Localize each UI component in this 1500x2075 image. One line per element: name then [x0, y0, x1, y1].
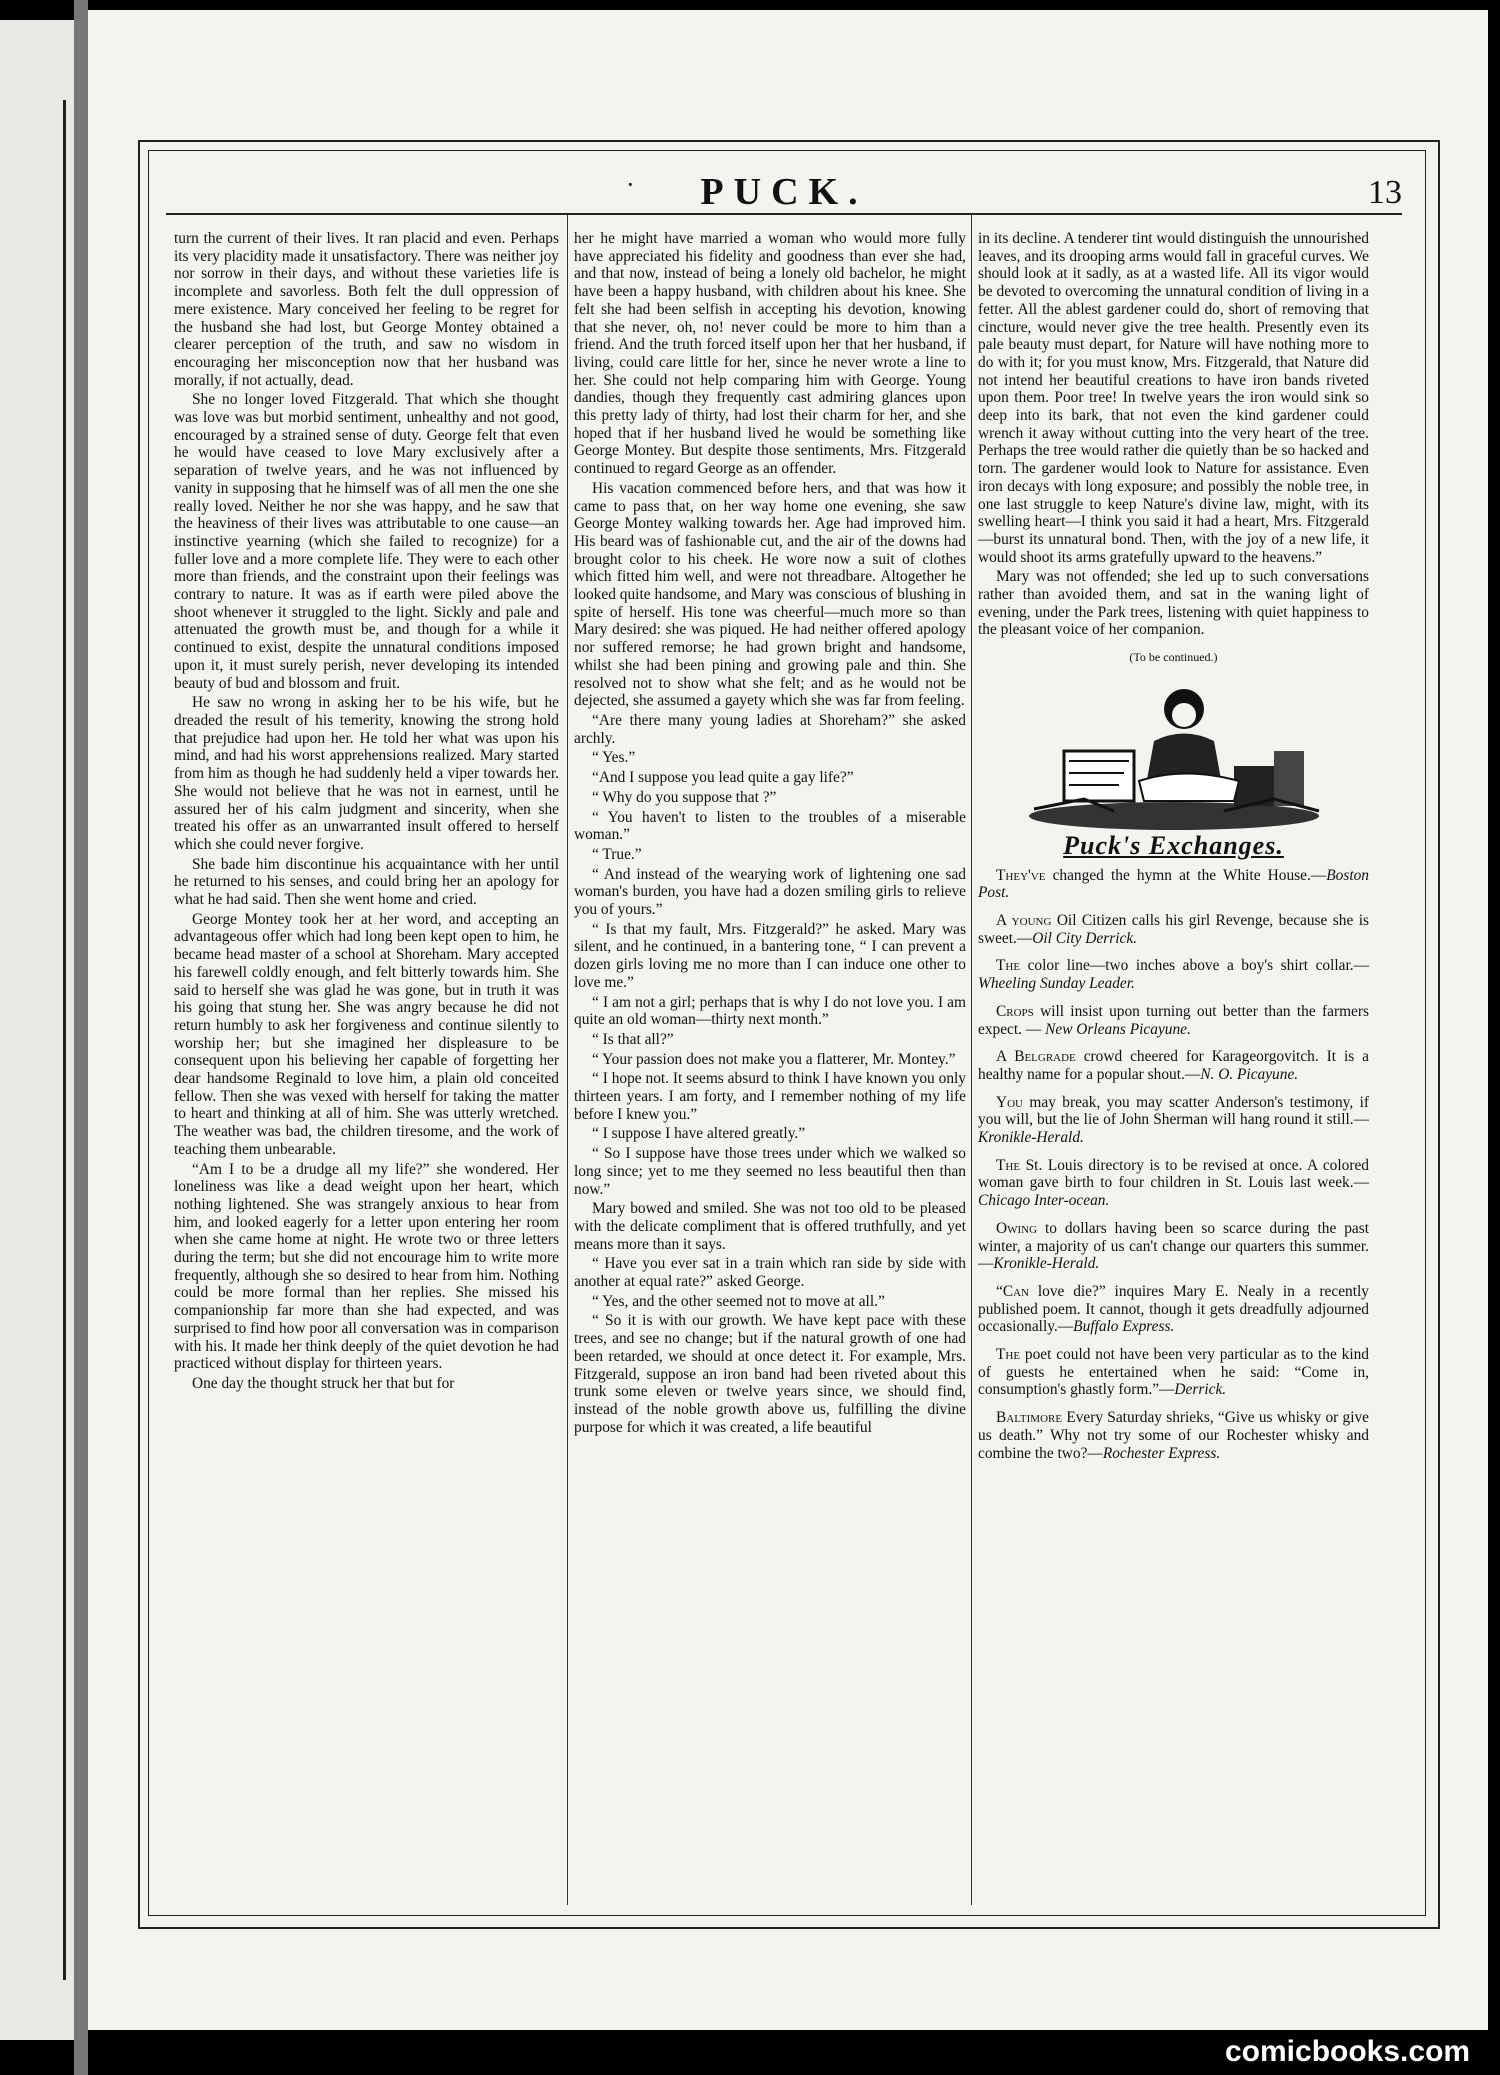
exchange-source: New Orleans Picayune. — [1045, 1020, 1191, 1038]
masthead: · PUCK. 13 — [166, 170, 1402, 208]
exchange-text: poet could not have been very particular as to the kind of guests he entertained when he said: “Come in, consumption's ghastly form.”— — [978, 1346, 1369, 1399]
exchange-text: may break, you may scatter Anderson's testimony, if you will, but the lie of John Sherman will hang round it still.— — [978, 1093, 1369, 1129]
exchange-source: Rochester Express. — [1102, 1444, 1221, 1462]
exchange-text: will insist upon turning out better than the farmers expect. — — [978, 1002, 1369, 1038]
exchanges-illustration — [1024, 681, 1324, 831]
paragraph: “ Yes.” — [592, 749, 636, 767]
exchange-lead: Baltimore — [996, 1409, 1063, 1427]
paragraph: One day the thought struck her that but for — [192, 1375, 455, 1392]
paragraph: “ I hope not. It seems absurd to think I have known you only thirteen years. I am forty, and I remember nothing of my life before I knew you.” — [574, 1070, 966, 1123]
exchange-item — [978, 1157, 1369, 1210]
exchange-item — [978, 1283, 1369, 1336]
paragraph: “ So I suppose have those trees under which we walked so long since; yet to me they seemed no less beautiful then than now.” — [574, 1145, 966, 1198]
exchanges-list — [978, 867, 1369, 1463]
paragraph: “Are there many young ladies at Shoreham?” she asked archly. — [574, 711, 966, 747]
exchange-text: St. Louis directory is to be revised at once. A colored woman gave birth to four children in St. Louis last week.— — [978, 1156, 1369, 1192]
story-continuation — [978, 230, 1369, 639]
exchange-lead: A Belgrade — [996, 1048, 1076, 1066]
exchanges-heading: Puck's Exchanges. — [1063, 830, 1284, 860]
book-gutter — [74, 0, 88, 2075]
masthead-rule — [166, 213, 1402, 215]
exchange-source: Kronikle-Herald. — [993, 1255, 1100, 1273]
column-divider — [567, 215, 568, 1905]
exchange-text: color line—two inches above a boy's shirt collar.— — [1020, 957, 1369, 975]
exchange-text: changed the hymn at the White House.— — [1045, 866, 1327, 884]
exchange-item — [978, 1048, 1369, 1083]
paragraph: in its decline. A tenderer tint would distinguish the unnourished leaves, and its drooping arms would fall in graceful curves. We should look at it sadly, as at a wasted life. All its vigor would be devoted to overcoming the unnatural condition of living in a fetter. All the ablest gardener could do, short of removing that cincture, would never give the tree health. Presently even its pale beauty must depart, for Nature will have nothing more to do with it; for you must know, Mrs. Fitzgerald, that Nature did not intend her beautiful creations to have iron bands riveted upon them. Poor tree! In twelve years the iron would sink so deep into its bark, that not even the kind gardener could wrench it away without cutting into the very heart of the tree. Perhaps the tree would rather die quietly than be so hacked and torn. The gardener would look to Nature for assistance. Even iron decays with long exposure; and possibly the noble tree, in one last struggle to keep Nature's divine law, might, with its swelling heart—I think you said it had a heart, Mrs. Fitzgerald—burst its unnatural bond. Then, with the joy of a new life, it would shoot its arms gratefully upward to the heavens.” — [978, 230, 1369, 566]
exchange-lead: The — [996, 1156, 1021, 1174]
exchange-text: to dollars having been so scarce during the past winter, a majority of us can't change our quarters this summer.— — [978, 1219, 1369, 1273]
paragraph: “ Is that all?” — [592, 1030, 674, 1048]
paragraph: “ Is that my fault, Mrs. Fitzgerald?” he asked. Mary was silent, and he continued, in a bantering tone, “ I can prevent a dozen girls loving me no more than I can induce one other to love me.” — [574, 920, 966, 991]
paragraph: her he might have married a woman who would more fully have appreciated his fidelity and goodness than ever she had, and that now, instead of being a lonely old bachelor, he might have been a happy husband, with children about his knee. She felt she had been selfish in accepting his devotion, knowing that she never, oh, no! never could be more to him than a friend. And the truth forced itself upon her that her husband, if living, could care little for her, since he never wrote a line to her. She could not help comparing him with George. Young dandies, though they frequently cast admiring glances upon this pretty lady of thirty, had lost their charm for her, and she hoped that if her husband lived he would be something like George Montey. But despite those sentiments, Mrs. Fitzgerald continued to regard George as an offender. — [574, 230, 966, 478]
paragraph: “ I suppose I have altered greatly.” — [592, 1125, 806, 1143]
paragraph: “ And instead of the wearying work of lightening one sad woman's burden, you have had a dozen smiling girls to relieve you of yours.” — [574, 865, 966, 919]
exchange-lead: You — [996, 1093, 1024, 1111]
exchange-text: Oil Citizen calls his girl Revenge, because she is sweet.— — [978, 911, 1369, 947]
magazine-page — [88, 10, 1488, 2030]
paragraph: He saw no wrong in asking her to be his wife, but he dreaded the result of his temerity, knowing the strong hold that prejudice had upon her. He told her what was upon his mind, and had his worst apprehensions realized. Mary started from him as though he had suddenly held a viper towards her. She would not believe that he was not in earnest, until he assured her of his calm judgment and sincerity, when she treated his offer as an unwarranted insult offered to herself which she could never forgive. — [174, 694, 559, 853]
paragraph: “ Have you ever sat in a train which ran side by side with another at equal rate?” asked George. — [574, 1255, 966, 1291]
story-column-3 — [978, 230, 1369, 1472]
story-column-2 — [574, 230, 966, 1438]
page-number: 13 — [1368, 174, 1402, 211]
exchange-item — [978, 1346, 1369, 1399]
watermark: comicbooks.com — [1225, 2035, 1471, 2068]
masthead-title: PUCK. — [700, 171, 868, 213]
paragraph: “ So it is with our growth. We have kept pace with these trees, and see no change; but if the natural growth of one had been retarded, we should at once detect it. For example, Mrs. Fitzgerald, suppose an iron band had been riveted about this trunk some eleven or twelve years since, we should find, instead of the noble growth above us, fulfilling the divine purpose for which it was created, a life beautiful — [574, 1312, 966, 1436]
exchange-source: Wheeling Sunday Leader. — [978, 975, 1135, 993]
to-be-continued: (To be continued.) — [1129, 650, 1218, 665]
paragraph: “Am I to be a drudge all my life?” she wondered. Her loneliness was like a dead weight upon her heart, which nothing lightened. She was strangely anxious to hear from him, and looked eagerly for a letter upon entering her room when she came home at night. He wrote two or three letters during the term; but she did not encourage him to write more frequently, although she so desired to hear from him. Nothing could be more formal than her replies. She missed his companionship far more than she had expected, and was surprised to find how poor all conversation was in comparison with his. It made her think deeply of the quiet devotion he had practiced without display for thirteen years. — [174, 1160, 559, 1373]
story-column-1 — [174, 230, 559, 1395]
exchange-lead: A young — [996, 911, 1052, 929]
exchange-text: Every Saturday shrieks, “Give us whisky or give us death.” Why not try some of our Rochester whisky and combine the two?— — [978, 1409, 1369, 1462]
exchange-item — [978, 1220, 1369, 1273]
adjacent-page-edge — [0, 20, 74, 2040]
exchange-item — [978, 912, 1369, 947]
exchange-text: crowd cheered for Karageorgovitch. It is a healthy name for a popular shout.— — [978, 1048, 1369, 1083]
paragraph: Mary was not offended; she led up to such conversations rather than avoided them, and sat in the waning light of evening, under the Park trees, listening with quiet happiness to the pleasant voice of her companion. — [978, 568, 1369, 639]
column-divider — [971, 215, 972, 1905]
paragraph: His vacation commenced before hers, and that was how it came to pass that, on her way home one evening, she saw George Montey walking towards her. Age had improved him. His beard was of fashionable cut, and the air of the downs had brought color to his cheek. He wore now a suit of clothes which fitted him well, and were not threadbare. Altogether he looked quite handsome, and Mary was conscious of blushing in spite of herself. His tone was cheerful—much more so than Mary desired: she was piqued. He had neither offered apology nor suffered remorse; he had grown bright and handsome, whilst she had been pining and growing pale and thin. She resolved not to show what she felt; and as he would not be dejected, she assumed a gayety which she was far from feeling. — [574, 479, 966, 710]
exchange-item — [978, 1409, 1369, 1462]
exchange-source: N. O. Picayune. — [1200, 1065, 1299, 1083]
exchange-source: Boston Post. — [978, 866, 1369, 902]
exchange-item — [978, 957, 1369, 992]
exchange-lead: Owing — [996, 1219, 1038, 1237]
exchange-item — [978, 1094, 1369, 1147]
paragraph: “ Your passion does not make you a flatterer, Mr. Montey.” — [592, 1050, 956, 1068]
exchange-lead: The — [996, 957, 1021, 975]
paragraph: “And I suppose you lead quite a gay life?” — [592, 769, 854, 787]
exchange-item — [978, 867, 1369, 902]
paragraph: Mary bowed and smiled. She was not too old to be pleased with the delicate compliment that is offered truthfully, and yet means more than it says. — [574, 1200, 966, 1253]
paragraph: turn the current of their lives. It ran placid and even. Perhaps its very placidity made it unsatisfactory. There was neither joy nor sorrow in their days, and without these varieties life is incomplete and savorless. Both felt the dull oppression of mere existence. Mary conceived her feeling to be regret for the husband she had lost, but George Montey obtained a clearer perception of the truth, and saw no wisdom in encouraging her misconception now that her husband was morally, if not actually, dead. — [174, 230, 559, 389]
exchange-source: Derrick. — [1174, 1381, 1227, 1399]
exchange-source: Kronikle-Herald. — [978, 1129, 1084, 1147]
exchange-item — [978, 1003, 1369, 1038]
paragraph: “ You haven't to listen to the troubles of a miserable woman.” — [574, 808, 966, 844]
paragraph: “ Yes, and the other seemed not to move at all.” — [592, 1292, 885, 1310]
exchange-lead: “Can — [996, 1282, 1029, 1300]
paragraph: She no longer loved Fitzgerald. That which she thought was love was but morbid sentiment, unhealthy and not good, encouraged by a strained sense of duty. George felt that even he would have ceased to love Mary exclusively after a separation of twelve years, and he was not influenced by vanity in supposing that he himself was of all men the one she really loved. Neither he nor she was happy, and he saw that the heaviness of their lives was attributable to one cause—an instinctive yearning (which she failed to recognize) for a fuller love and a more complete life. They were to each other more than friends, and the constraint upon their feelings was contrary to nature. It was as if earth were piled above the shoot whenever it struggled to the light. Sickly and pale and attenuated the growth must be, and though for a while it continued to exist, despite the unnatural conditions imposed upon it, it must surely perish, never developing its intended beauty of bud and blossom and fruit. — [174, 391, 559, 692]
exchange-lead: Crops — [996, 1002, 1034, 1020]
exchange-text: love die?” inquires Mary E. Nealy in a recently published poem. It cannot, though it gets dreadfully adjourned occasionally.— — [978, 1282, 1369, 1336]
paragraph: “ I am not a girl; perhaps that is why I do not love you. I am quite an old woman—thirty next month.” — [574, 993, 966, 1029]
exchange-source: Buffalo Express. — [1073, 1318, 1175, 1336]
paragraph: “ Why do you suppose that ?” — [592, 788, 777, 806]
exchange-source: Chicago Inter-ocean. — [978, 1192, 1110, 1210]
paragraph: George Montey took her at her word, and accepting an advantageous offer which had long been kept open to him, he became head master of a school at Shoreham. Mary accepted his farewell coldly enough, and felt bitterly towards him. She said to herself she was glad he was gone, but in truth it was his going that stung her. She was angry because he did not return humbly to ask her forgiveness and continue silently to worship her; but she imagined her displeasure to be consequent upon his believing her capable of forgetting her dear handsome Reginald to love him, a plain old conceited fellow. Then she was vexed with herself for taking the matter to heart and thinking at all of him. She was utterly wretched. The weather was bad, the children tiresome, and the work of teaching them unbearable. — [174, 910, 559, 1158]
paragraph: She bade him discontinue his acquaintance with her until he returned to his senses, and could bring her an apology for what he had said. Then she went home and cried. — [174, 855, 559, 909]
paragraph: “ True.” — [592, 845, 642, 863]
exchange-lead: The — [996, 1346, 1021, 1364]
exchange-source: Oil City Derrick. — [1032, 929, 1138, 947]
exchange-lead: They've — [996, 866, 1046, 884]
